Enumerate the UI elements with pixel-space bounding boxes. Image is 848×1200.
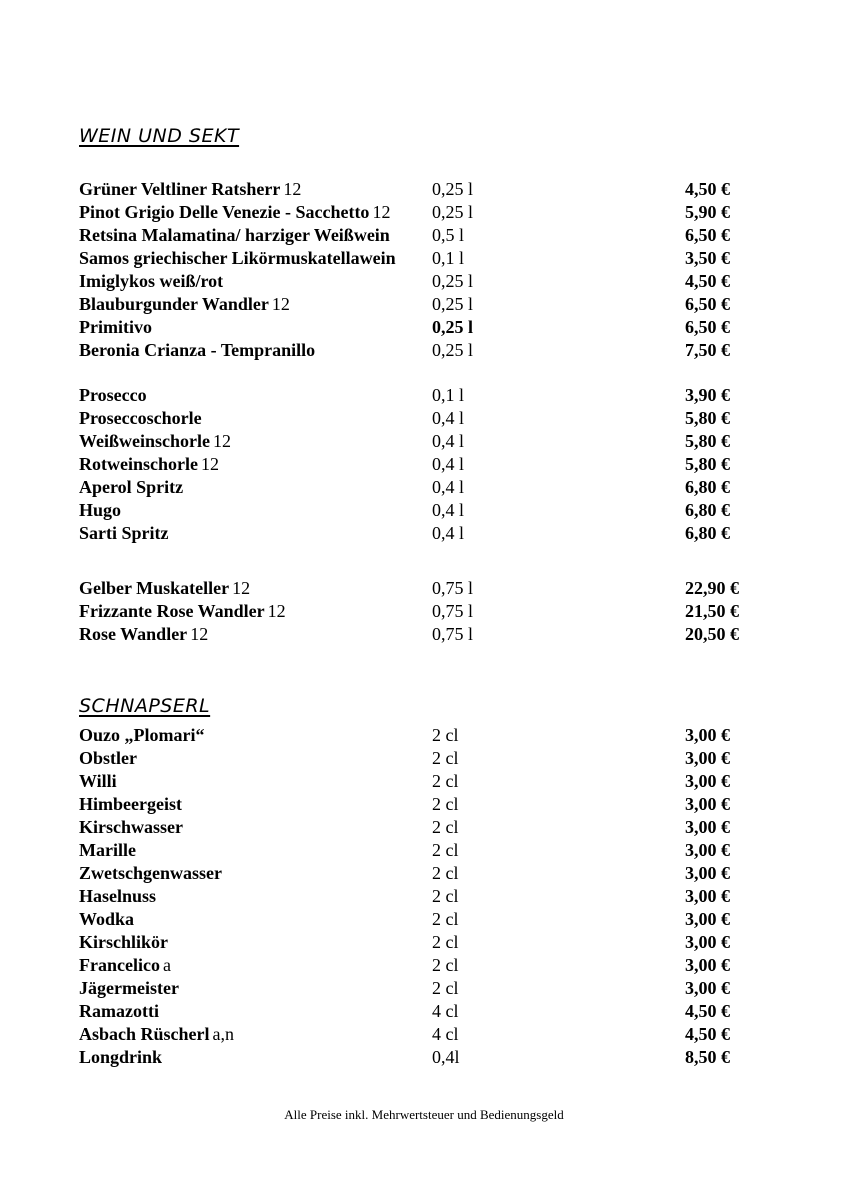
item-price: 3,00 €	[685, 978, 730, 998]
item-volume: 0,25 l	[432, 317, 474, 337]
menu-item-row	[0, 954, 848, 977]
allergen-code: 12	[283, 179, 302, 199]
item-name: Rose Wandler 12	[79, 624, 209, 644]
item-price: 3,00 €	[685, 863, 730, 883]
menu-item-row	[0, 577, 848, 600]
item-name: Hugo	[79, 500, 122, 520]
item-price: 4,50 €	[685, 1001, 730, 1021]
menu-item-row	[0, 522, 848, 545]
item-name: Obstler	[79, 748, 137, 768]
item-name: Frizzante Rose Wandler 12	[79, 601, 286, 621]
allergen-code: 12	[372, 202, 391, 222]
item-volume: 4 cl	[432, 1001, 459, 1021]
item-volume: 0,25 l	[432, 202, 474, 222]
item-volume: 0,25 l	[432, 179, 474, 199]
item-name: Primitivo	[79, 317, 152, 337]
menu-item-row	[0, 908, 848, 931]
item-volume: 0,25 l	[432, 294, 474, 314]
menu-item-row	[0, 1046, 848, 1069]
allergen-code: a	[162, 955, 171, 975]
item-name: Sarti Spritz	[79, 523, 169, 543]
item-name: Retsina Malamatina/ harziger Weißwein	[79, 225, 390, 245]
item-price: 3,00 €	[685, 748, 730, 768]
item-volume: 0,75 l	[432, 578, 474, 598]
menu-item-row	[0, 793, 848, 816]
item-price: 7,50 €	[685, 340, 730, 360]
item-price: 3,00 €	[685, 955, 730, 975]
item-name: Himbeergeist	[79, 794, 182, 814]
menu-item-row	[0, 293, 848, 316]
item-name: Zwetschgenwasser	[79, 863, 222, 883]
item-price: 6,80 €	[685, 500, 730, 520]
item-price: 5,90 €	[685, 202, 730, 222]
item-price: 6,80 €	[685, 477, 730, 497]
item-name: Weißweinschorle 12	[79, 431, 231, 451]
item-price: 4,50 €	[685, 271, 730, 291]
item-name: Longdrink	[79, 1047, 163, 1067]
price-footnote: Alle Preise inkl. Mehrwertsteuer und Bedienungsgeld	[284, 1107, 564, 1122]
item-volume: 0,75 l	[432, 601, 474, 621]
item-volume: 0,5 l	[432, 225, 465, 245]
item-price: 6,50 €	[685, 225, 730, 245]
item-volume: 0,4 l	[432, 523, 465, 543]
item-name: Beronia Crianza - Tempranillo	[79, 340, 316, 360]
item-price: 20,50 €	[685, 624, 739, 644]
item-volume: 2 cl	[432, 840, 459, 860]
item-volume: 2 cl	[432, 909, 459, 929]
item-price: 5,80 €	[685, 454, 730, 474]
item-price: 8,50 €	[685, 1047, 730, 1067]
menu-item-row	[0, 623, 848, 646]
item-volume: 4 cl	[432, 1024, 459, 1044]
item-name: Prosecco	[79, 385, 147, 405]
item-volume: 0,4 l	[432, 408, 465, 428]
item-price: 3,00 €	[685, 932, 730, 952]
item-volume: 0,4 l	[432, 431, 465, 451]
item-volume: 2 cl	[432, 932, 459, 952]
item-name: Rotweinschorle 12	[79, 454, 219, 474]
item-volume: 2 cl	[432, 863, 459, 883]
item-volume: 0,75 l	[432, 624, 474, 644]
item-volume: 0,4l	[432, 1047, 460, 1067]
item-name: Gelber Muskateller 12	[79, 578, 251, 598]
menu-item-row	[0, 453, 848, 476]
item-price: 3,00 €	[685, 840, 730, 860]
menu-item-row	[0, 316, 848, 339]
item-volume: 0,1 l	[432, 248, 465, 268]
item-volume: 2 cl	[432, 978, 459, 998]
item-price: 3,00 €	[685, 794, 730, 814]
menu-item-row	[0, 816, 848, 839]
item-name: Jägermeister	[79, 978, 179, 998]
menu-item-row	[0, 247, 848, 270]
item-price: 3,50 €	[685, 248, 730, 268]
item-price: 5,80 €	[685, 408, 730, 428]
item-price: 21,50 €	[685, 601, 739, 621]
item-volume: 0,1 l	[432, 385, 465, 405]
item-volume: 0,25 l	[432, 340, 474, 360]
allergen-code: a,n	[212, 1024, 235, 1044]
item-name: Asbach Rüscherl a,n	[79, 1024, 235, 1044]
menu-item-row	[0, 339, 848, 362]
item-price: 3,90 €	[685, 385, 730, 405]
menu-item-row	[0, 178, 848, 201]
menu-item-row	[0, 1000, 848, 1023]
item-price: 5,80 €	[685, 431, 730, 451]
allergen-code: 12	[232, 578, 251, 598]
item-name: Marille	[79, 840, 136, 860]
item-name: Wodka	[79, 909, 135, 929]
menu-item-row	[0, 977, 848, 1000]
item-name: Aperol Spritz	[79, 477, 184, 497]
menu-item-row	[0, 600, 848, 623]
item-name: Samos griechischer Likörmuskatellawein	[79, 248, 396, 268]
item-volume: 0,4 l	[432, 500, 465, 520]
menu-item-row	[0, 931, 848, 954]
item-volume: 0,4 l	[432, 454, 465, 474]
item-name: Grüner Veltliner Ratsherr 12	[79, 179, 302, 199]
allergen-code: 12	[271, 294, 290, 314]
item-volume: 2 cl	[432, 771, 459, 791]
menu-item-row	[0, 407, 848, 430]
menu-item-row	[0, 747, 848, 770]
item-volume: 0,4 l	[432, 477, 465, 497]
item-price: 3,00 €	[685, 817, 730, 837]
allergen-code: 12	[267, 601, 286, 621]
item-price: 6,50 €	[685, 294, 730, 314]
item-price: 4,50 €	[685, 1024, 730, 1044]
item-price: 6,50 €	[685, 317, 730, 337]
item-name: Proseccoschorle	[79, 408, 202, 428]
menu-item-row	[0, 384, 848, 407]
allergen-code: 12	[190, 624, 209, 644]
item-name: Imiglykos weiß/rot	[79, 271, 224, 291]
menu-item-row	[0, 724, 848, 747]
item-name: Ouzo „Plomari“	[79, 725, 205, 745]
menu-item-row	[0, 270, 848, 293]
item-price: 3,00 €	[685, 771, 730, 791]
item-name: Ramazotti	[79, 1001, 159, 1021]
menu-item-row	[0, 476, 848, 499]
item-volume: 2 cl	[432, 955, 459, 975]
item-name: Pinot Grigio Delle Venezie - Sacchetto 12	[79, 202, 391, 222]
item-name: Francelico a	[79, 955, 171, 975]
item-price: 22,90 €	[685, 578, 739, 598]
menu-item-row	[0, 839, 848, 862]
item-name: Willi	[79, 771, 117, 791]
item-volume: 0,25 l	[432, 271, 474, 291]
item-name: Kirschwasser	[79, 817, 183, 837]
menu-item-row	[0, 224, 848, 247]
item-price: 4,50 €	[685, 179, 730, 199]
item-volume: 2 cl	[432, 886, 459, 906]
menu-item-row	[0, 862, 848, 885]
menu-item-row	[0, 201, 848, 224]
item-price: 3,00 €	[685, 725, 730, 745]
item-price: 3,00 €	[685, 909, 730, 929]
item-volume: 2 cl	[432, 817, 459, 837]
item-name: Blauburgunder Wandler 12	[79, 294, 290, 314]
item-volume: 2 cl	[432, 794, 459, 814]
menu-item-row	[0, 430, 848, 453]
allergen-code: 12	[213, 431, 231, 451]
item-price: 3,00 €	[685, 886, 730, 906]
section-title: WEIN UND SEKT	[79, 125, 240, 147]
item-volume: 2 cl	[432, 725, 459, 745]
item-name: Haselnuss	[79, 886, 157, 906]
menu-item-row	[0, 1023, 848, 1046]
menu-item-row	[0, 499, 848, 522]
menu-item-row	[0, 770, 848, 793]
item-name: Kirschlikör	[79, 932, 168, 952]
allergen-code: 12	[200, 454, 219, 474]
menu-item-row	[0, 885, 848, 908]
item-price: 6,80 €	[685, 523, 730, 543]
section-title: SCHNAPSERL	[79, 695, 211, 717]
item-volume: 2 cl	[432, 748, 459, 768]
